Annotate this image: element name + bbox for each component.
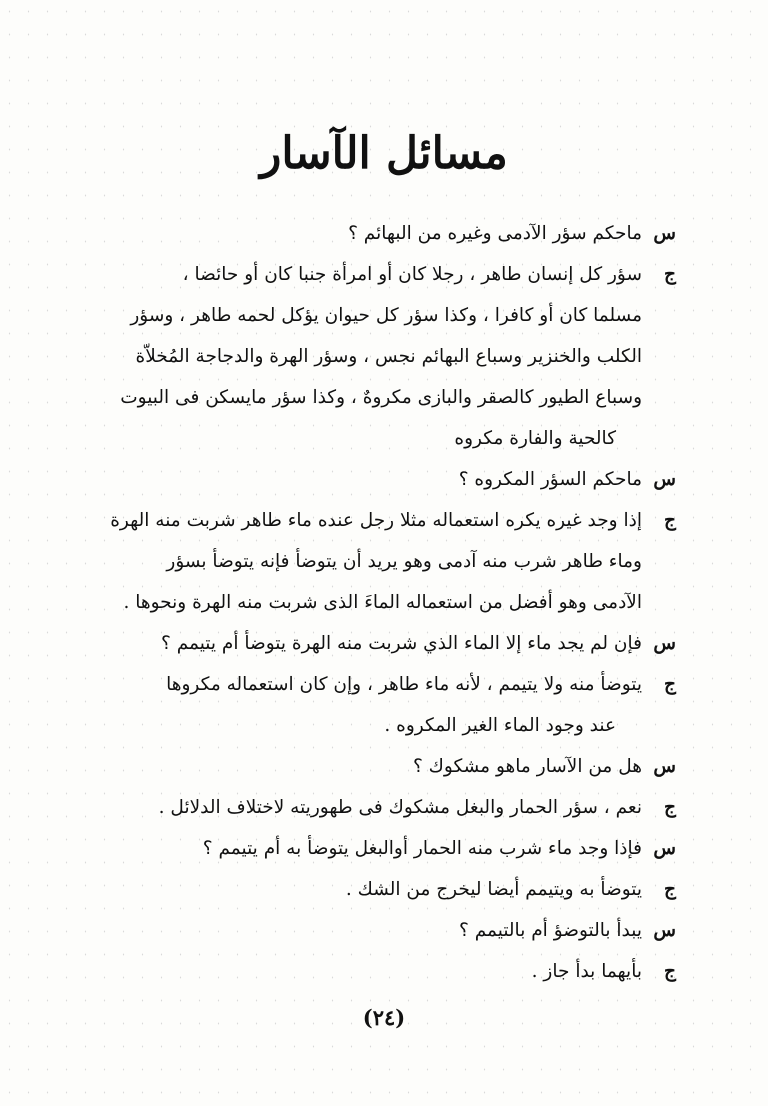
question-marker: س	[653, 756, 676, 777]
text-line: مسلما كان أو كافرا ، وكذا سؤر كل حيوان يؤكل لحمه طاهر ، وسؤر	[130, 305, 642, 326]
answer-marker: ج	[664, 264, 676, 285]
answer-marker: ج	[664, 674, 676, 695]
text-line: يتوضأ به ويتيمم أيضا ليخرج من الشك .	[345, 879, 642, 900]
text-line: سؤر كل إنسان طاهر ، رجلا كان أو امرأة جنبا كان أو حائضا ،	[182, 264, 642, 285]
text-line: يتوضأ منه ولا يتيمم ، لأنه ماء طاهر ، وإن كان استعماله مكروها	[166, 674, 642, 695]
text-line: عند وجود الماء الغير المكروه .	[384, 715, 616, 736]
text-line: ماحكم سؤر الآدمى وغيره من البهائم ؟	[348, 223, 642, 244]
answer-block	[96, 500, 676, 623]
text-line: الكلب والخنزير وسباع البهائم نجس ، وسؤر الهرة والدجاجة المُخلاّة	[135, 346, 642, 367]
question-block	[96, 623, 676, 664]
text-line: نعم ، سؤر الحمار والبغل مشكوك فى طهوريته لاختلاف الدلائل .	[158, 797, 642, 818]
answer-block	[96, 869, 676, 910]
text-line: هل من الآسار ماهو مشكوك ؟	[412, 756, 642, 777]
question-block	[96, 746, 676, 787]
text-line: فإذا وجد ماء شرب منه الحمار أوالبغل يتوضأ به أم يتيمم ؟	[202, 838, 642, 859]
question-block	[96, 459, 676, 500]
answer-block	[96, 254, 676, 459]
question-marker: س	[653, 920, 676, 941]
answer-marker: ج	[664, 961, 676, 982]
question-block	[96, 828, 676, 869]
text-line: إذا وجد غيره يكره استعماله مثلا رجل عنده ماء طاهر شربت منه الهرة	[110, 510, 642, 531]
question-marker: س	[653, 223, 676, 244]
answer-marker: ج	[664, 510, 676, 531]
question-marker: س	[653, 838, 676, 859]
text-line: بأيهما بدأ جاز .	[531, 961, 642, 982]
text-line: يبدأ بالتوضؤ أم بالتيمم ؟	[459, 920, 642, 941]
text-line: وماء طاهر شرب منه آدمى وهو يريد أن يتوضأ فإنه يتوضأ بسؤر	[166, 551, 642, 572]
text-line: الآدمى وهو أفضل من استعماله الماءَ الذى شربت منه الهرة ونحوها .	[123, 592, 642, 613]
question-marker: س	[653, 469, 676, 490]
qa-content	[96, 213, 676, 992]
question-block	[96, 213, 676, 254]
answer-block	[96, 787, 676, 828]
answer-block	[96, 664, 676, 746]
text-line: وسباع الطيور كالصقر والبازى مكروهٌ ، وكذا سؤر مايسكن فى البيوت	[120, 387, 642, 408]
page-title: مسائل الآسار	[260, 128, 508, 179]
answer-marker: ج	[664, 797, 676, 818]
text-line: كالحية والفارة مكروه	[454, 428, 616, 449]
question-marker: س	[653, 633, 676, 654]
answer-marker: ج	[664, 879, 676, 900]
text-line: فإن لم يجد ماء إلا الماء الذي شربت منه الهرة يتوضأ أم يتيمم ؟	[161, 633, 642, 654]
question-block	[96, 910, 676, 951]
answer-block	[96, 951, 676, 992]
page-number: (٢٤)	[362, 1005, 406, 1030]
text-line: ماحكم السؤر المكروه ؟	[458, 469, 642, 490]
